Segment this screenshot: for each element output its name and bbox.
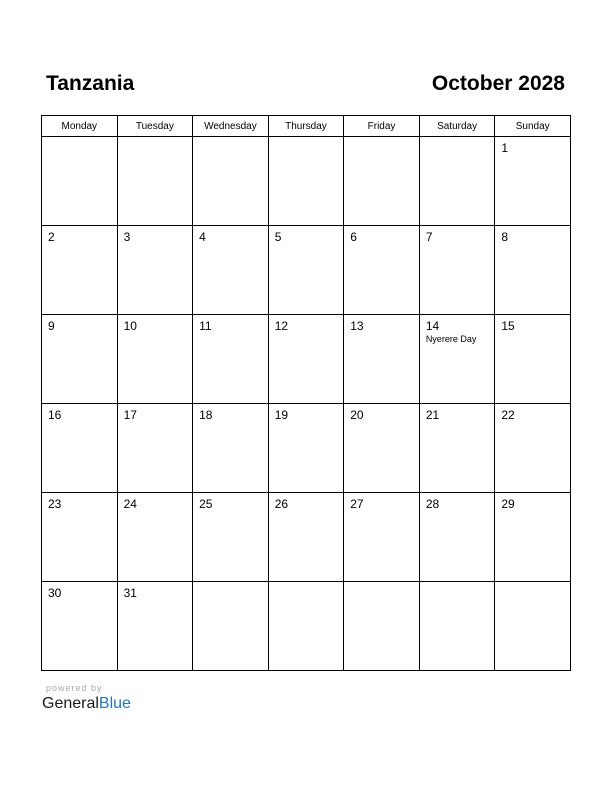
calendar-day-cell bbox=[268, 315, 344, 404]
calendar-day-cell bbox=[268, 493, 344, 582]
weekday-thursday: Thursday bbox=[268, 116, 344, 137]
calendar-day-cell bbox=[117, 315, 193, 404]
day-number: 14 bbox=[425, 319, 440, 333]
day-number: 16 bbox=[48, 408, 62, 422]
day-number: 9 bbox=[48, 319, 55, 333]
calendar-day-cell bbox=[495, 137, 571, 226]
generalblue-logo[interactable] bbox=[42, 694, 131, 714]
day-number: 13 bbox=[350, 319, 364, 333]
calendar-day-cell bbox=[42, 404, 118, 493]
calendar-day-cell bbox=[419, 404, 495, 493]
weekday-saturday: Saturday bbox=[419, 116, 495, 137]
calendar-grid bbox=[41, 115, 571, 671]
weekday-monday: Monday bbox=[42, 116, 118, 137]
day-number: 4 bbox=[199, 230, 206, 244]
day-number: 29 bbox=[501, 497, 515, 511]
day-number: 27 bbox=[350, 497, 364, 511]
day-number: 12 bbox=[274, 319, 289, 333]
day-number: 20 bbox=[350, 408, 364, 422]
day-number: 26 bbox=[274, 497, 289, 511]
calendar-week-row bbox=[42, 315, 571, 404]
weekday-wednesday: Wednesday bbox=[193, 116, 269, 137]
day-number: 23 bbox=[48, 497, 62, 511]
day-number: 3 bbox=[123, 230, 131, 244]
day-number: 21 bbox=[425, 408, 440, 422]
day-number: 15 bbox=[501, 319, 515, 333]
calendar-day-cell bbox=[419, 315, 495, 404]
brand-blue-text: Blue bbox=[98, 695, 131, 712]
day-number: 31 bbox=[123, 586, 137, 600]
calendar-day-cell bbox=[42, 582, 118, 671]
day-number: 7 bbox=[425, 230, 433, 244]
calendar-day-cell bbox=[193, 226, 269, 315]
month-year-title: October 2028 bbox=[431, 72, 565, 95]
calendar-day-cell bbox=[344, 137, 420, 226]
day-number: 17 bbox=[123, 408, 137, 422]
calendar-day-cell bbox=[117, 404, 193, 493]
calendar-day-cell bbox=[419, 582, 495, 671]
calendar-day-cell bbox=[193, 315, 269, 404]
calendar-day-cell bbox=[268, 582, 344, 671]
calendar-day-cell bbox=[419, 226, 495, 315]
powered-by-label: powered by bbox=[46, 683, 103, 693]
calendar-day-cell bbox=[117, 137, 193, 226]
holiday-label: Nyerere Day bbox=[425, 334, 477, 344]
day-number: 1 bbox=[501, 141, 509, 155]
brand-general-text: General bbox=[42, 695, 99, 712]
day-number: 19 bbox=[274, 408, 289, 422]
calendar-day-cell bbox=[268, 137, 344, 226]
day-number: 2 bbox=[48, 230, 55, 244]
day-number: 8 bbox=[501, 230, 509, 244]
calendar-day-cell bbox=[495, 493, 571, 582]
calendar-day-cell bbox=[495, 226, 571, 315]
calendar-week-row bbox=[42, 404, 571, 493]
calendar-day-cell bbox=[42, 226, 118, 315]
weekday-tuesday: Tuesday bbox=[117, 116, 193, 137]
day-number: 30 bbox=[48, 586, 62, 600]
calendar-day-cell bbox=[419, 137, 495, 226]
calendar-week-row bbox=[42, 493, 571, 582]
day-number: 11 bbox=[199, 319, 212, 333]
country-title: Tanzania bbox=[46, 72, 135, 95]
calendar-day-cell bbox=[117, 226, 193, 315]
calendar-day-cell bbox=[42, 493, 118, 582]
calendar-day-cell bbox=[344, 493, 420, 582]
calendar-day-cell bbox=[193, 493, 269, 582]
day-number: 5 bbox=[274, 230, 282, 244]
calendar-day-cell bbox=[42, 315, 118, 404]
calendar-day-cell bbox=[344, 315, 420, 404]
calendar-day-cell bbox=[42, 137, 118, 226]
day-number: 18 bbox=[199, 408, 213, 422]
calendar-day-cell bbox=[117, 582, 193, 671]
day-number: 24 bbox=[123, 497, 137, 511]
day-number: 22 bbox=[501, 408, 515, 422]
calendar-day-cell bbox=[495, 404, 571, 493]
day-number: 25 bbox=[199, 497, 213, 511]
weekday-header-row bbox=[42, 116, 571, 137]
calendar-week-row bbox=[42, 226, 571, 315]
calendar-week-row bbox=[42, 582, 571, 671]
calendar-day-cell bbox=[193, 137, 269, 226]
calendar-day-cell bbox=[344, 226, 420, 315]
calendar-day-cell bbox=[344, 404, 420, 493]
calendar-day-cell bbox=[344, 582, 420, 671]
calendar-day-cell bbox=[495, 582, 571, 671]
calendar-day-cell bbox=[268, 404, 344, 493]
calendar-day-cell bbox=[193, 582, 269, 671]
weekday-friday: Friday bbox=[344, 116, 420, 137]
calendar-day-cell bbox=[268, 226, 344, 315]
calendar-week-row bbox=[42, 137, 571, 226]
weekday-sunday: Sunday bbox=[495, 116, 571, 137]
calendar-day-cell bbox=[495, 315, 571, 404]
calendar-day-cell bbox=[419, 493, 495, 582]
day-number: 10 bbox=[123, 319, 137, 333]
day-number: 6 bbox=[350, 230, 357, 244]
calendar-day-cell bbox=[117, 493, 193, 582]
calendar-day-cell bbox=[193, 404, 269, 493]
day-number: 28 bbox=[425, 497, 440, 511]
